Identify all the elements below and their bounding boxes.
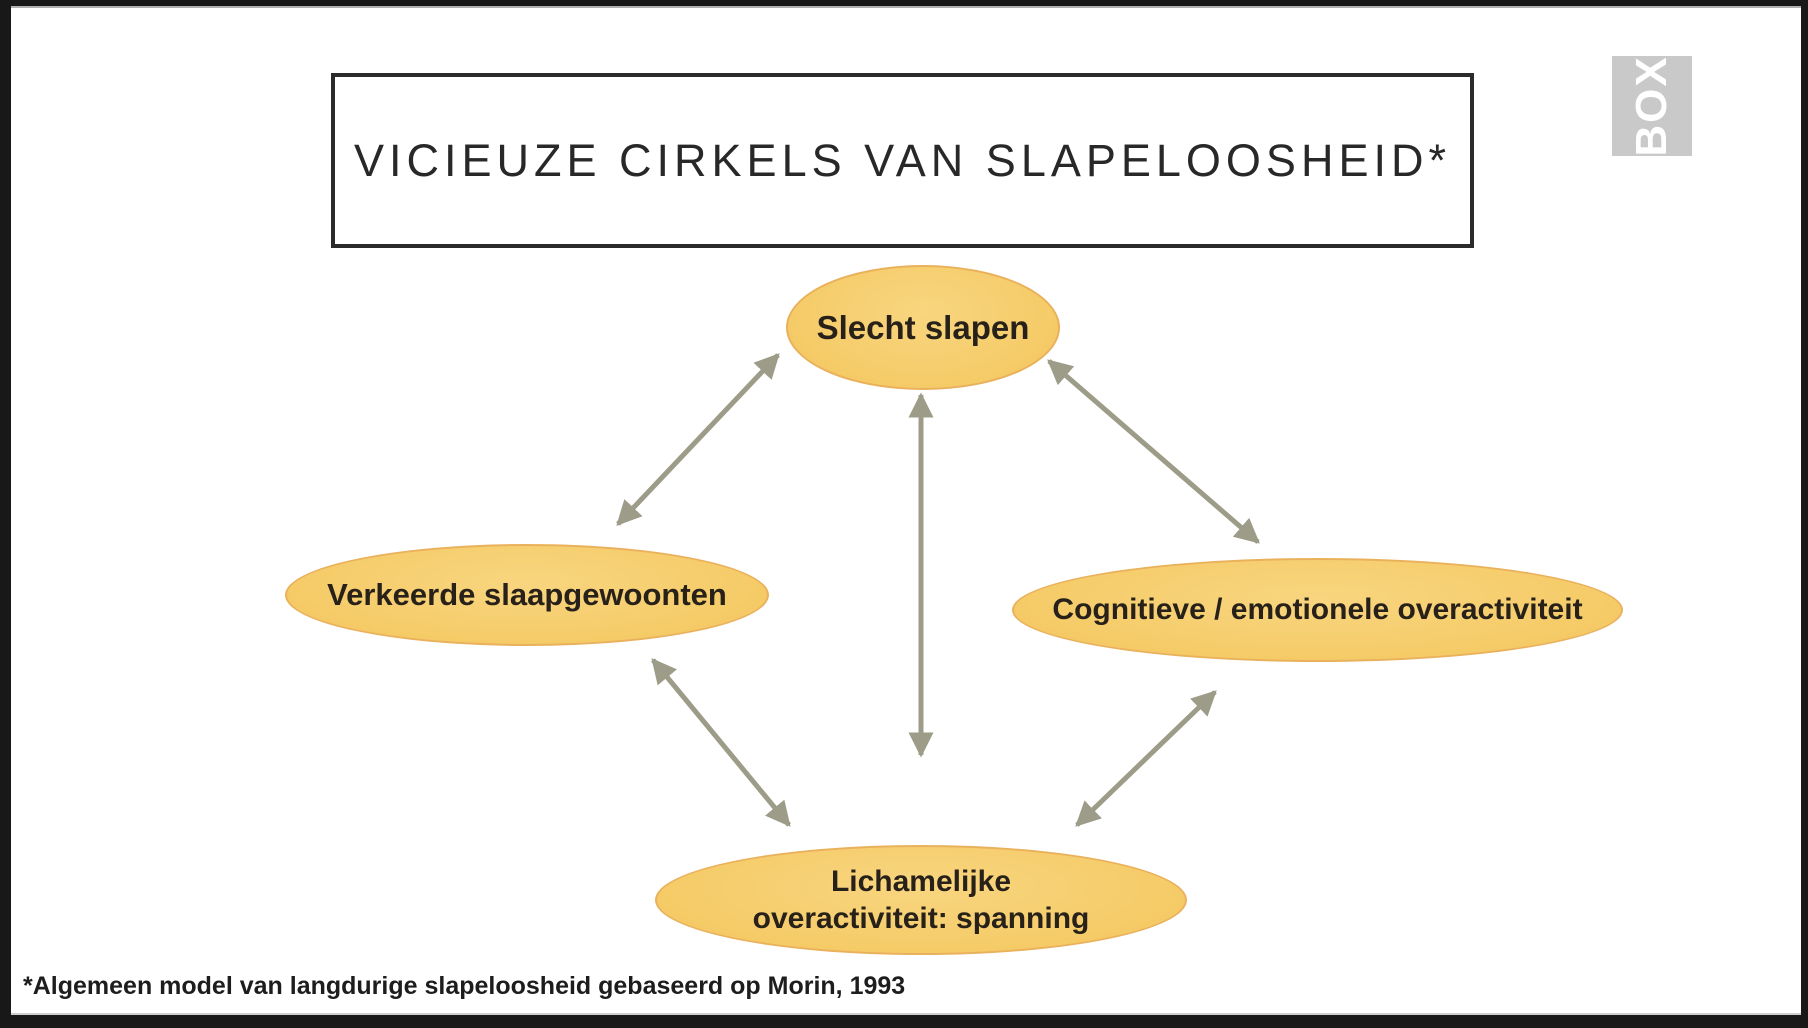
box-logo (1612, 56, 1692, 156)
node-slecht-slapen (786, 265, 1060, 390)
slide-title: VICIEUZE CIRKELS VAN SLAPELOOSHEID* (354, 134, 1451, 186)
node-label: Cognitieve / emotionele overactiviteit (1052, 593, 1583, 627)
node-cognitieve-emotionele-overactiviteit (1012, 558, 1623, 662)
node-label-line1: Lichamelijke (830, 864, 1012, 898)
node-label: Verkeerde slaapgewoonten (327, 576, 727, 612)
node-verkeerde-slaapgewoonten (285, 544, 769, 646)
node-label-line2: overactiviteit: spanning (752, 902, 1090, 935)
footnote: *Algemeen model van langdurige slapeloosheid gebaseerd op Morin, 1993 (23, 972, 906, 1000)
box-logo-text: BOX (1612, 56, 1692, 156)
node-lichamelijke-overactiviteit (655, 845, 1187, 955)
node-label: Slecht slapen (816, 308, 1030, 346)
title-box (331, 73, 1474, 248)
